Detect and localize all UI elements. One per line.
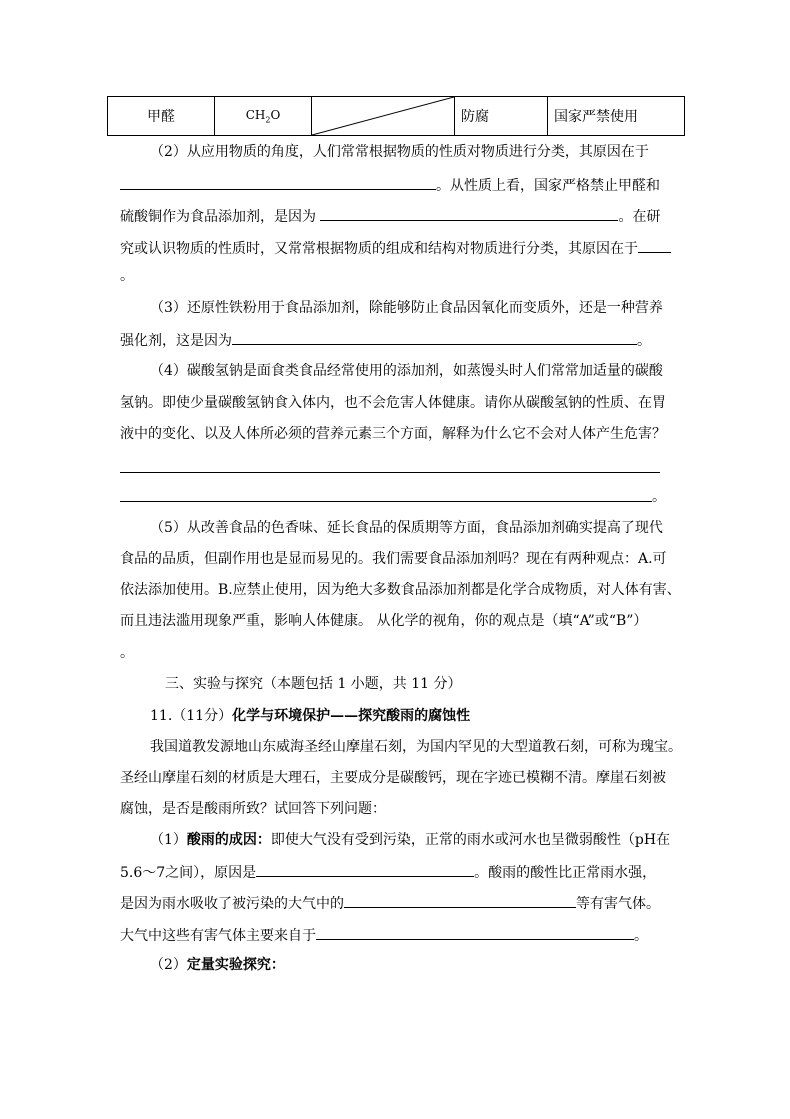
cell-use: 防腐: [461, 109, 489, 125]
s1-line2-text: 5.6～7之间），原因是: [120, 865, 257, 881]
q11-s1-line1: [150, 830, 670, 850]
table-cell: [108, 97, 215, 136]
q3-line2-end: 。: [637, 333, 651, 349]
q11-s2: [150, 955, 285, 975]
q2-line4-text: 究或认识物质的性质时，又常常根据物质的组成和结构对物质进行分类，其原因在于: [120, 241, 638, 257]
q5-line5: 。: [120, 645, 134, 661]
q2-line3: [120, 205, 660, 227]
s1-line3-end: 等有害气体。: [576, 896, 660, 912]
s1-line2-end: 。酸雨的酸性比正常雨水强，: [474, 865, 657, 881]
additive-table: [107, 96, 685, 136]
answer-blank[interactable]: [320, 205, 618, 221]
q4-end: 。: [652, 489, 666, 505]
s1-line4-text: 大气中这些有害气体主要来自于: [120, 928, 316, 944]
cell-formula: CH: [245, 107, 266, 122]
answer-blank[interactable]: [344, 892, 576, 908]
cell-formula-sub: 2: [265, 115, 271, 125]
cell-name: 甲醛: [147, 109, 175, 125]
answer-blank[interactable]: [120, 174, 436, 190]
s2-title: 定量实验探究：: [186, 957, 285, 973]
answer-blank[interactable]: [638, 237, 671, 253]
table-cell: [548, 97, 685, 136]
q11-p1: 我国道教发源地山东威海圣经山摩崖石刻，为国内罕见的大型道教石刻，可称为瑰宝。: [150, 739, 682, 755]
table-row: [108, 97, 685, 136]
q11-s1-line2: [120, 861, 656, 883]
s1-number: （1）: [150, 832, 187, 848]
q5-line4: 而且违法滥用现象严重，影响人体健康。 从化学的视角，你的观点是（填“A”或“B”）: [120, 613, 648, 629]
q5-line1: （5）从改善食品的色香味、延长食品的保质期等方面，食品添加剂确实提高了现代: [150, 520, 663, 536]
answer-blank[interactable]: [256, 861, 474, 877]
cell-formula-tail: O: [270, 107, 281, 122]
q5-line2: 食品的品质，但副作用也是显而易见的。我们需要食品添加剂吗？现在有两种观点：A.可: [120, 551, 667, 567]
q11-heading: [150, 706, 470, 726]
diagonal-line: [312, 97, 454, 135]
q11-title: 化学与环境保护——探究酸雨的腐蚀性: [232, 708, 471, 724]
s1-line4-end: 。: [634, 928, 648, 944]
answer-line[interactable]: [120, 501, 652, 502]
q11-number: 11.（11分）: [150, 708, 233, 724]
s1-title: 酸雨的成因：: [186, 832, 271, 848]
q4-line1: （4）碳酸氢钠是面食类食品经常使用的添加剂，如蒸馒头时人们常常加适量的碳酸: [150, 363, 663, 379]
q2-line1: （2）从应用物质的角度，人们常常根据物质的性质对物质进行分类，其原因在于: [150, 144, 649, 160]
s2-number: （2）: [150, 957, 187, 973]
q3-line2-text: 强化剂，这是因为: [120, 333, 232, 349]
answer-line[interactable]: [120, 472, 660, 473]
q11-s1-line4: [120, 924, 648, 946]
q2-line2-text: 。从性质上看，国家严格禁止甲醛和: [436, 178, 660, 194]
section-title: 三、实验与探究（本题包括 1 小题，共 11 分）: [165, 676, 462, 692]
q4-line3: 液中的变化、以及人体所必须的营养元素三个方面，解释为什么它不会对人体产生危害？: [120, 426, 666, 442]
s1-text: 即使大气没有受到污染，正常的雨水或河水也呈微弱酸性（pH在: [270, 832, 671, 848]
q2-line5: 。: [120, 268, 134, 284]
q4-line2: 氢钠。即使少量碳酸氢钠食入体内，也不会危害人体健康。请你从碳酸氢钠的性质、在胃: [120, 395, 666, 411]
answer-blank[interactable]: [316, 924, 634, 940]
q11-p3: 腐蚀，是否是酸雨所致？试回答下列问题：: [120, 801, 386, 817]
q2-line4: [120, 237, 671, 259]
q5-line3: 依法添加使用。B.应禁止使用，因为绝大多数食品添加剂都是化学合成物质，对人体有害、: [120, 582, 681, 598]
q11-s1-line3: [120, 892, 660, 914]
table-cell: [455, 97, 548, 136]
cell-note: 国家严禁使用: [554, 109, 638, 125]
table-cell: [215, 97, 312, 136]
q3-line1: （3）还原性铁粉用于食品添加剂，除能够防止食品因氧化而变质外，还是一种营养: [150, 300, 663, 316]
q11-p2: 圣经山摩崖石刻的材质是大理石，主要成分是碳酸钙，现在字迹已模糊不清。摩崖石刻被: [120, 770, 666, 786]
q2-line3-text: 硫酸铜作为食品添加剂，是因为: [120, 209, 316, 225]
q3-line2: [120, 329, 651, 351]
q2-line3-end: 。在研: [618, 209, 661, 225]
s1-line3-text: 是因为雨水吸收了被污染的大气中的: [120, 896, 344, 912]
table-cell-diagonal: [312, 97, 455, 136]
answer-blank[interactable]: [232, 329, 637, 345]
q2-line2: [120, 174, 660, 196]
